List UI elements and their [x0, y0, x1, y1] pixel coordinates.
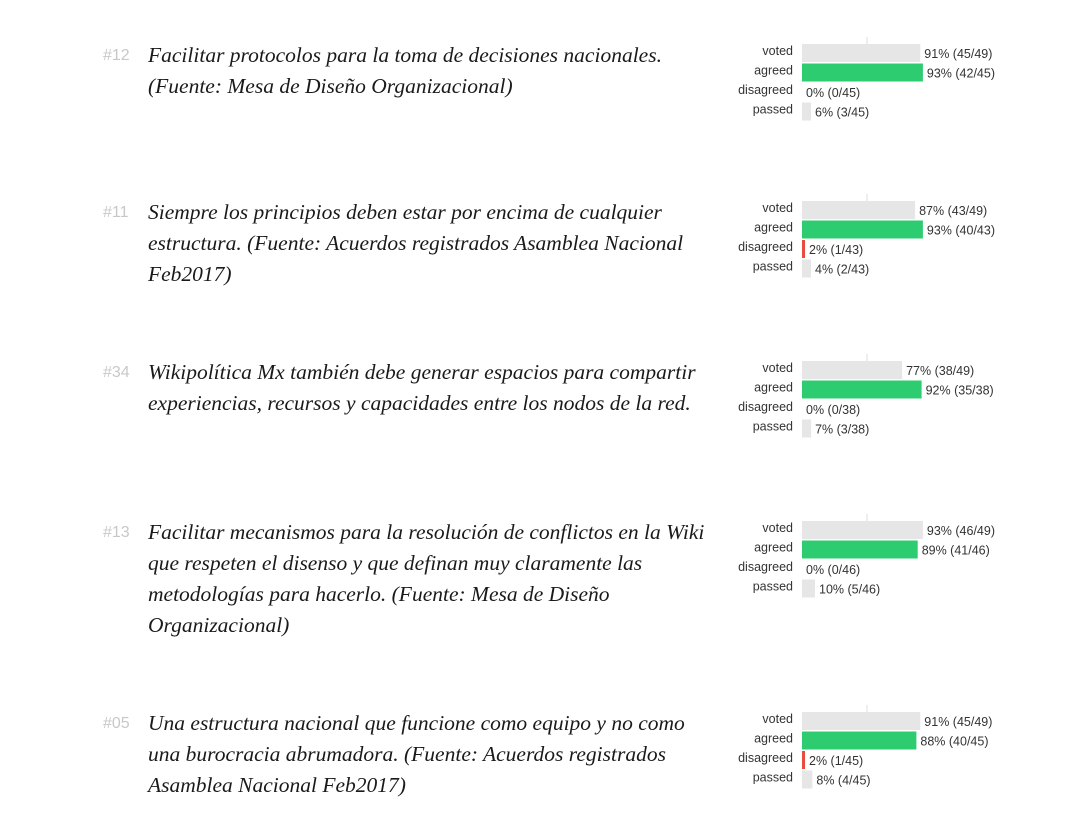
stat-label-passed: passed	[752, 770, 793, 785]
vote-chart	[730, 358, 1070, 442]
vote-chart	[730, 198, 1070, 282]
stat-value-disagreed: 2% (1/45)	[809, 754, 864, 768]
stat-value-agreed: 93% (42/45)	[926, 66, 996, 81]
vote-chart-svg	[730, 198, 1070, 282]
bar-passed	[802, 103, 811, 121]
vote-chart-svg	[730, 709, 1070, 793]
stat-value-agreed: 89% (41/46)	[921, 543, 990, 558]
bar-voted	[802, 201, 915, 219]
bar-agreed	[802, 541, 918, 559]
statement-number: #13	[103, 524, 130, 541]
stat-value-passed: 8% (4/45)	[816, 773, 871, 788]
bar-agreed	[802, 381, 922, 399]
bar-passed	[802, 771, 812, 789]
stat-label-voted: voted	[762, 521, 793, 535]
vote-chart	[730, 518, 1070, 602]
bar-voted	[802, 712, 920, 730]
stat-label-voted: voted	[762, 201, 793, 215]
statement-number: #12	[103, 47, 130, 64]
stat-label-passed: passed	[752, 259, 793, 274]
vote-chart-svg	[730, 518, 1070, 602]
stat-label-disagreed: disagreed	[738, 560, 793, 574]
stat-label-voted: voted	[762, 44, 793, 58]
stat-value-voted: 91% (45/49)	[924, 47, 993, 61]
stat-label-disagreed: disagreed	[738, 751, 793, 765]
stat-label-agreed: agreed	[754, 380, 793, 395]
bar-disagreed	[802, 751, 805, 769]
statement-text: Siempre los principios deben estar por encima de cualquier estructura. (Fuente: Acuerdos registrados Asamblea Nacional Feb2017)	[148, 200, 684, 286]
stat-label-disagreed: disagreed	[738, 240, 793, 254]
bar-voted	[802, 521, 923, 539]
statement-number: #05	[103, 715, 130, 732]
stat-label-passed: passed	[752, 102, 793, 117]
stat-label-disagreed: disagreed	[738, 400, 793, 414]
stat-value-voted: 91% (45/49)	[924, 715, 993, 729]
vote-chart	[730, 41, 1070, 125]
stat-value-disagreed: 0% (0/46)	[806, 563, 861, 577]
stat-value-voted: 93% (46/49)	[926, 524, 996, 538]
vote-chart	[730, 709, 1070, 793]
stat-label-voted: voted	[762, 712, 793, 726]
vote-chart-svg	[730, 41, 1070, 125]
stat-value-agreed: 88% (40/45)	[920, 734, 989, 749]
stat-label-passed: passed	[752, 579, 793, 594]
stat-value-voted: 77% (38/49)	[906, 364, 975, 378]
stat-value-voted: 87% (43/49)	[919, 204, 988, 218]
stat-value-agreed: 92% (35/38)	[925, 383, 994, 398]
statement-text: Facilitar mecanismos para la resolución de conflictos en la Wiki que respeten el disenso y que definan muy claramente las metodologías para hacerlo. (Fuente: Mesa de Diseño Organizacional)	[148, 520, 705, 637]
stat-value-disagreed: 0% (0/45)	[806, 86, 861, 100]
stat-label-agreed: agreed	[754, 63, 793, 78]
stat-value-passed: 6% (3/45)	[815, 105, 870, 120]
bar-agreed	[802, 64, 923, 82]
statement-number: #11	[103, 204, 129, 221]
stat-value-disagreed: 0% (0/38)	[806, 403, 861, 417]
statement-number: #34	[103, 364, 130, 381]
stat-label-agreed: agreed	[754, 220, 793, 235]
stat-value-agreed: 93% (40/43)	[926, 223, 996, 238]
bar-voted	[802, 44, 920, 62]
statement-text: Una estructura nacional que funcione como equipo y no como una burocracia abrumadora. (Fuente: Acuerdos registrados Asamblea Nacional Feb2017)	[148, 711, 685, 797]
bar-agreed	[802, 221, 923, 239]
statement-text: Wikipolítica Mx también debe generar espacios para compartir experiencias, recursos y capacidades entre los nodos de la red.	[148, 360, 696, 415]
statement-text: Facilitar protocolos para la toma de decisiones nacionales. (Fuente: Mesa de Diseño Organizacional)	[148, 43, 662, 98]
stat-label-voted: voted	[762, 361, 793, 375]
bar-passed	[802, 420, 811, 438]
stat-label-disagreed: disagreed	[738, 83, 793, 97]
stat-label-agreed: agreed	[754, 540, 793, 555]
stat-value-disagreed: 2% (1/43)	[809, 243, 864, 257]
stat-value-passed: 10% (5/46)	[819, 582, 881, 597]
bar-voted	[802, 361, 902, 379]
vote-chart-svg	[730, 358, 1070, 442]
stat-label-agreed: agreed	[754, 731, 793, 746]
bar-agreed	[802, 732, 916, 750]
bar-passed	[802, 580, 815, 598]
bar-passed	[802, 260, 811, 278]
stat-value-passed: 4% (2/43)	[815, 262, 870, 277]
bar-disagreed	[802, 240, 805, 258]
stat-value-passed: 7% (3/38)	[815, 422, 870, 437]
stat-label-passed: passed	[752, 419, 793, 434]
